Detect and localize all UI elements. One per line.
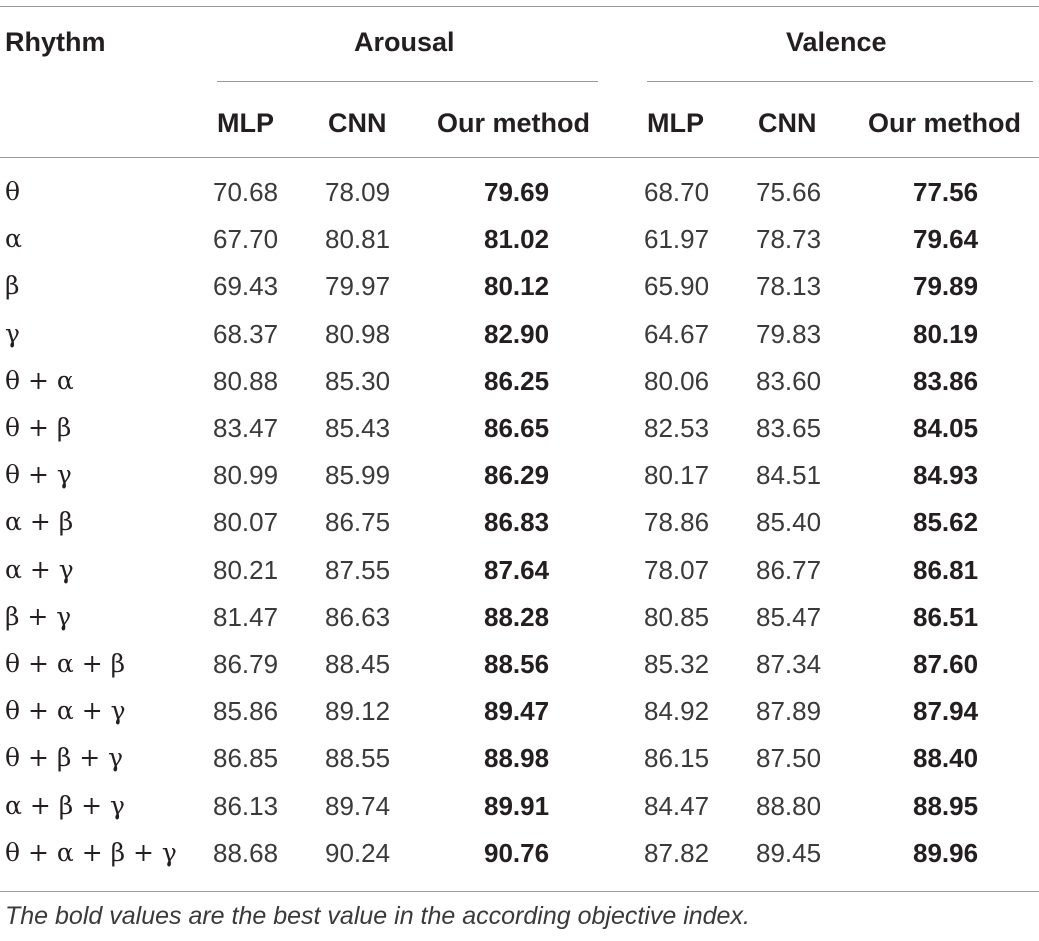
subheader-valence-mlp: MLP [647, 108, 704, 138]
table-cell: 86.79 [213, 649, 279, 679]
subheader-arousal-cnn: CNN [328, 108, 387, 138]
header-valence: Valence [786, 27, 887, 57]
table-cell-best: 84.05 [913, 413, 979, 443]
table-cell-best: 86.25 [484, 366, 550, 396]
table-cell-best: 87.94 [913, 696, 979, 726]
subheader-arousal-ours: Our method [437, 108, 590, 138]
table-cell: 64.67 [644, 319, 710, 349]
table-cell: 80.85 [644, 602, 710, 632]
table-cell-best: 83.86 [913, 366, 979, 396]
table-cell: 65.90 [644, 271, 710, 301]
table-cell: 78.73 [756, 224, 822, 254]
table-cell-best: 82.90 [484, 319, 550, 349]
table-cell: 78.07 [644, 555, 710, 585]
arousal-group-rule [217, 81, 598, 82]
header-rhythm: Rhythm [5, 27, 106, 57]
table-cell: 67.70 [213, 224, 279, 254]
table-cell: 87.50 [756, 743, 822, 773]
bottom-rule [0, 891, 1039, 892]
table-cell: 61.97 [644, 224, 710, 254]
table-cell-best: 88.95 [913, 791, 979, 821]
table-cell-best: 87.64 [484, 555, 550, 585]
table-cell: 89.12 [325, 696, 391, 726]
table-cell: 90.24 [325, 838, 391, 868]
table-cell-best: 81.02 [484, 224, 550, 254]
table-cell-best: 80.19 [913, 319, 979, 349]
row-rhythm-label: θ + γ [5, 460, 72, 489]
table-cell-best: 79.64 [913, 224, 979, 254]
table-cell: 81.47 [213, 602, 279, 632]
table-cell: 88.80 [756, 791, 822, 821]
table-cell: 68.70 [644, 177, 710, 207]
row-rhythm-label: α + β [5, 507, 74, 536]
table-cell: 87.82 [644, 838, 710, 868]
table-cell: 85.40 [756, 507, 822, 537]
table-cell: 84.47 [644, 791, 710, 821]
table-cell-best: 88.56 [484, 649, 550, 679]
table-cell: 87.55 [325, 555, 391, 585]
row-rhythm-label: θ + β [5, 413, 72, 442]
row-rhythm-label: θ + α + β + γ [5, 838, 177, 867]
table-cell: 86.63 [325, 602, 391, 632]
row-rhythm-label: β [5, 271, 20, 300]
table-cell: 88.55 [325, 743, 391, 773]
valence-group-rule [647, 81, 1033, 82]
table-cell-best: 88.98 [484, 743, 550, 773]
row-rhythm-label: β + γ [5, 602, 72, 631]
row-rhythm-label: θ + β + γ [5, 743, 124, 772]
header-arousal: Arousal [354, 27, 455, 57]
table-cell: 80.17 [644, 460, 710, 490]
table-cell: 86.77 [756, 555, 822, 585]
table-cell: 88.45 [325, 649, 391, 679]
table-cell-best: 90.76 [484, 838, 550, 868]
header-bottom-rule [0, 157, 1039, 158]
table-cell: 85.86 [213, 696, 279, 726]
table-cell-best: 80.12 [484, 271, 550, 301]
table-cell: 88.68 [213, 838, 279, 868]
table-cell: 80.98 [325, 319, 391, 349]
table-cell-best: 86.51 [913, 602, 979, 632]
table-cell: 68.37 [213, 319, 279, 349]
table-cell: 78.09 [325, 177, 391, 207]
table-cell: 87.34 [756, 649, 822, 679]
table-cell-best: 86.29 [484, 460, 550, 490]
table-cell-best: 79.69 [484, 177, 550, 207]
table-cell: 86.75 [325, 507, 391, 537]
table-cell: 84.92 [644, 696, 710, 726]
table-cell: 86.85 [213, 743, 279, 773]
row-rhythm-label: γ [5, 319, 20, 348]
row-rhythm-label: θ [5, 177, 21, 206]
table-cell: 83.47 [213, 413, 279, 443]
table-cell-best: 77.56 [913, 177, 979, 207]
table-cell-best: 89.47 [484, 696, 550, 726]
table-cell: 89.74 [325, 791, 391, 821]
table-cell: 85.47 [756, 602, 822, 632]
row-rhythm-label: θ + α [5, 366, 74, 395]
row-rhythm-label: θ + α + γ [5, 696, 126, 725]
table-cell-best: 86.65 [484, 413, 550, 443]
table-cell: 89.45 [756, 838, 822, 868]
table-cell: 75.66 [756, 177, 822, 207]
table-cell: 80.88 [213, 366, 279, 396]
table-cell: 83.65 [756, 413, 822, 443]
table-cell: 80.99 [213, 460, 279, 490]
table-footnote: The bold values are the best value in the according objective index. [5, 902, 750, 930]
table-cell: 85.30 [325, 366, 391, 396]
table-cell: 84.51 [756, 460, 822, 490]
table-cell: 83.60 [756, 366, 822, 396]
subheader-valence-ours: Our method [868, 108, 1021, 138]
table-cell: 69.43 [213, 271, 279, 301]
table-cell: 85.32 [644, 649, 710, 679]
table-cell-best: 88.40 [913, 743, 979, 773]
table-cell-best: 86.81 [913, 555, 979, 585]
table-cell-best: 89.91 [484, 791, 550, 821]
row-rhythm-label: α + γ [5, 555, 74, 584]
table-cell: 79.97 [325, 271, 391, 301]
row-rhythm-label: α + β + γ [5, 791, 125, 820]
table-cell: 78.86 [644, 507, 710, 537]
table-cell: 80.07 [213, 507, 279, 537]
table-cell-best: 88.28 [484, 602, 550, 632]
top-rule [0, 6, 1039, 7]
row-rhythm-label: θ + α + β [5, 649, 126, 678]
table-cell: 86.15 [644, 743, 710, 773]
table-cell: 85.43 [325, 413, 391, 443]
subheader-arousal-mlp: MLP [217, 108, 274, 138]
table-cell: 80.21 [213, 555, 279, 585]
table-cell-best: 85.62 [913, 507, 979, 537]
table-cell-best: 89.96 [913, 838, 979, 868]
table-cell: 80.06 [644, 366, 710, 396]
table-cell: 87.89 [756, 696, 822, 726]
table-cell: 80.81 [325, 224, 391, 254]
row-rhythm-label: α [5, 224, 22, 253]
table-cell-best: 86.83 [484, 507, 550, 537]
table-cell-best: 79.89 [913, 271, 979, 301]
table-cell: 79.83 [756, 319, 822, 349]
subheader-valence-cnn: CNN [758, 108, 817, 138]
table-cell: 86.13 [213, 791, 279, 821]
table-cell-best: 84.93 [913, 460, 979, 490]
table-cell: 85.99 [325, 460, 391, 490]
table-cell: 78.13 [756, 271, 822, 301]
table-cell-best: 87.60 [913, 649, 979, 679]
table-cell: 70.68 [213, 177, 279, 207]
table-cell: 82.53 [644, 413, 710, 443]
